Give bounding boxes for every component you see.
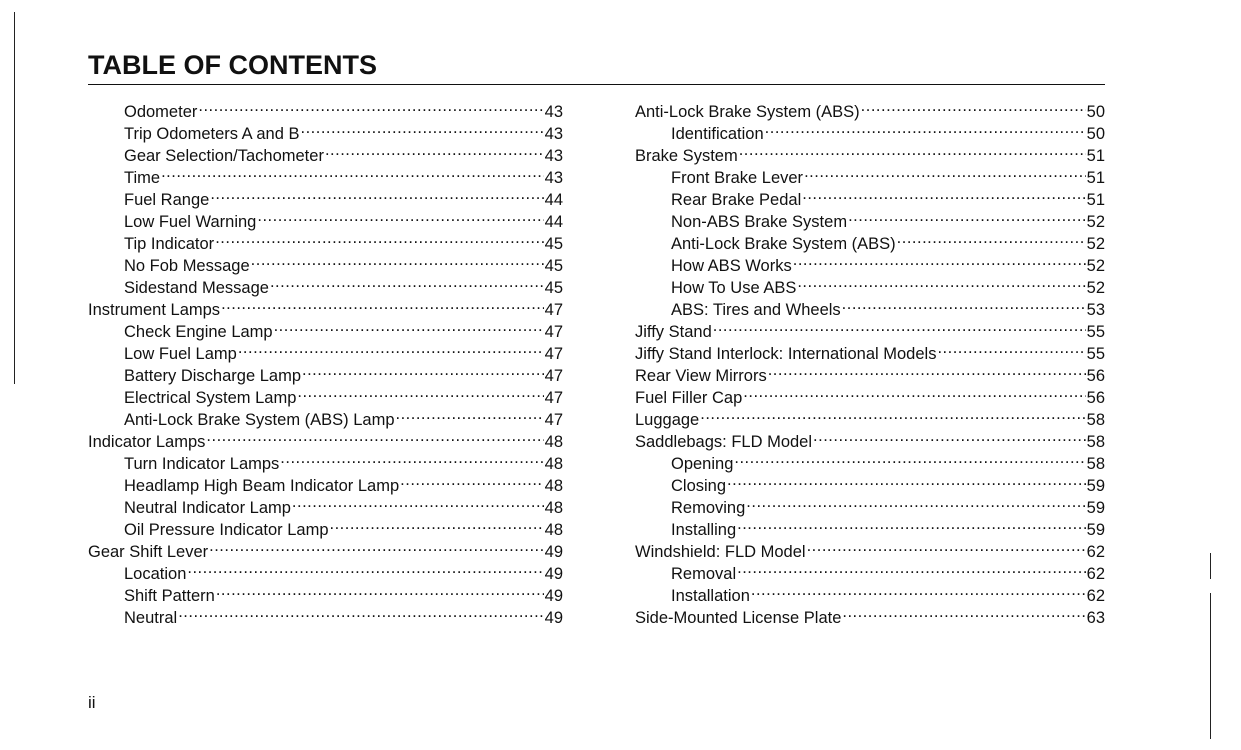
toc-dot-leader (198, 95, 543, 117)
toc-dot-leader (238, 337, 544, 359)
toc-entry[interactable] (635, 425, 1105, 451)
toc-dot-leader (206, 425, 543, 447)
toc-entry-title: Anti-Lock Brake System (ABS) Lamp (124, 411, 395, 429)
toc-entry-title: ABS: Tires and Wheels (671, 301, 841, 319)
toc-dot-leader (848, 205, 1086, 227)
toc-entry-title: Trip Odometers A and B (124, 125, 300, 143)
toc-entry-page: 55 (1086, 323, 1105, 341)
toc-entry-page: 52 (1086, 279, 1105, 297)
toc-dot-leader (765, 117, 1086, 139)
toc-dot-leader (727, 469, 1086, 491)
toc-entry-page: 56 (1086, 389, 1105, 407)
toc-dot-leader (813, 425, 1086, 447)
toc-entry-page: 63 (1086, 609, 1105, 627)
toc-entry-page: 51 (1086, 147, 1105, 165)
toc-dot-leader (842, 601, 1085, 623)
toc-entry[interactable] (88, 95, 563, 121)
toc-entry-title: Headlamp High Beam Indicator Lamp (124, 477, 400, 495)
toc-dot-leader (178, 601, 543, 623)
toc-entry-title: Identification (671, 125, 764, 143)
toc-entry-page: 58 (1086, 433, 1105, 451)
toc-entry-title: Windshield: FLD Model (635, 543, 806, 561)
toc-dot-leader (209, 535, 544, 557)
toc-entry-page: 47 (544, 367, 563, 385)
toc-entry-title: Rear View Mirrors (635, 367, 767, 385)
toc-entry-title: Installing (671, 521, 737, 539)
toc-entry-page: 49 (544, 587, 563, 605)
toc-entry-page: 48 (544, 477, 563, 495)
toc-entry-title: Saddlebags: FLD Model (635, 433, 813, 451)
toc-dot-leader (396, 403, 544, 425)
toc-entry-page: 48 (544, 433, 563, 451)
toc-entry-title: No Fob Message (124, 257, 250, 275)
toc-entry-page: 47 (544, 323, 563, 341)
toc-entry-page: 58 (1086, 455, 1105, 473)
toc-entry-title: Instrument Lamps (88, 301, 221, 319)
page-number: ii (88, 693, 96, 712)
toc-dot-leader (751, 579, 1086, 601)
toc-dot-leader (937, 337, 1085, 359)
toc-entry-title: Jiffy Stand (635, 323, 712, 341)
toc-entry-page: 43 (544, 125, 563, 143)
toc-entry[interactable] (635, 95, 1105, 121)
toc-dot-leader (280, 447, 543, 469)
toc-entry-title: Installation (671, 587, 750, 605)
toc-dot-leader (297, 381, 543, 403)
toc-dot-leader (739, 139, 1086, 161)
toc-entry-title: Closing (671, 477, 727, 495)
toc-entry-page: 53 (1086, 301, 1105, 319)
toc-dot-leader (300, 117, 543, 139)
toc-entry-title: Neutral (124, 609, 178, 627)
toc-entry-page: 62 (1086, 543, 1105, 561)
toc-entry-title: Side-Mounted License Plate (635, 609, 842, 627)
toc-entry-page: 59 (1086, 499, 1105, 517)
toc-entry-page: 45 (544, 279, 563, 297)
toc-entry-title: Check Engine Lamp (124, 323, 273, 341)
toc-entry-page: 44 (544, 191, 563, 209)
toc-entry-page: 59 (1086, 477, 1105, 495)
toc-entry-page: 56 (1086, 367, 1105, 385)
toc-dot-leader (210, 183, 543, 205)
toc-entry-page: 50 (1086, 125, 1105, 143)
toc-entry-page: 51 (1086, 191, 1105, 209)
toc-dot-leader (400, 469, 543, 491)
toc-dot-leader (700, 403, 1085, 425)
toc-dot-leader (737, 513, 1086, 535)
toc-entry-title: Brake System (635, 147, 738, 165)
toc-entry-page: 47 (544, 389, 563, 407)
toc-dot-leader (270, 271, 544, 293)
toc-entry-title: Indicator Lamps (88, 433, 206, 451)
toc-entry-page: 47 (544, 411, 563, 429)
toc-entry-title: Odometer (124, 103, 198, 121)
toc-entry-title: Fuel Range (124, 191, 210, 209)
toc-entry-title: Jiffy Stand Interlock: International Models (635, 345, 937, 363)
toc-entry-page: 50 (1086, 103, 1105, 121)
toc-dot-leader (807, 535, 1086, 557)
toc-entry-page: 48 (544, 521, 563, 539)
toc-entry-title: Gear Shift Lever (88, 543, 209, 561)
toc-dot-leader (292, 491, 544, 513)
toc-entry-page: 43 (544, 147, 563, 165)
scan-edge-line (14, 12, 15, 384)
toc-dot-leader (842, 293, 1086, 315)
toc-entry-title: Location (124, 565, 187, 583)
toc-entry-title: Anti-Lock Brake System (ABS) (671, 235, 896, 253)
toc-dot-leader (743, 381, 1085, 403)
toc-entry-title: Gear Selection/Tachometer (124, 147, 324, 165)
toc-entry-page: 47 (544, 345, 563, 363)
toc-dot-leader (330, 513, 544, 535)
toc-entry-title: How ABS Works (671, 257, 792, 275)
toc-entry-title: How To Use ABS (671, 279, 797, 297)
toc-entry-page: 52 (1086, 235, 1105, 253)
toc-dot-leader (802, 183, 1085, 205)
toc-entry-title: Fuel Filler Cap (635, 389, 743, 407)
toc-entry-page: 49 (544, 565, 563, 583)
toc-dot-leader (793, 249, 1086, 271)
toc-entry-title: Luggage (635, 411, 700, 429)
toc-dot-leader (737, 557, 1086, 579)
toc-entry-title: Opening (671, 455, 734, 473)
toc-entry-page: 49 (544, 543, 563, 561)
toc-entry-page: 55 (1086, 345, 1105, 363)
toc-dot-leader (251, 249, 544, 271)
toc-dot-leader (768, 359, 1086, 381)
toc-entry-title: Low Fuel Warning (124, 213, 257, 231)
toc-entry-title: Removal (671, 565, 737, 583)
toc-dot-leader (713, 315, 1086, 337)
toc-right-column (635, 95, 1105, 627)
toc-dot-leader (257, 205, 543, 227)
toc-entry-page: 47 (544, 301, 563, 319)
toc-entry-page: 62 (1086, 565, 1105, 583)
toc-entry-title: Anti-Lock Brake System (ABS) (635, 103, 860, 121)
toc-entry[interactable] (635, 403, 1105, 429)
toc-dot-leader (302, 359, 544, 381)
scan-edge-line (1210, 553, 1211, 579)
title-rule (88, 84, 1105, 85)
toc-entry-title: Oil Pressure Indicator Lamp (124, 521, 329, 539)
toc-dot-leader (746, 491, 1085, 513)
toc-entry-page: 43 (544, 103, 563, 121)
toc-entry-title: Non-ABS Brake System (671, 213, 848, 231)
toc-entry-title: Battery Discharge Lamp (124, 367, 301, 385)
toc-entry-page: 48 (544, 499, 563, 517)
toc-entry-page: 44 (544, 213, 563, 231)
toc-entry-title: Neutral Indicator Lamp (124, 499, 291, 517)
toc-entry-page: 52 (1086, 213, 1105, 231)
toc-entry-title: Removing (671, 499, 746, 517)
toc-entry-page: 45 (544, 257, 563, 275)
toc-dot-leader (325, 139, 544, 161)
toc-dot-leader (187, 557, 543, 579)
toc-dot-leader (861, 95, 1086, 117)
toc-entry-page: 52 (1086, 257, 1105, 275)
toc-entry-page: 48 (544, 455, 563, 473)
toc-entry-page: 58 (1086, 411, 1105, 429)
toc-entry-title: Time (124, 169, 161, 187)
toc-entry-page: 49 (544, 609, 563, 627)
toc-entry-title: Front Brake Lever (671, 169, 804, 187)
toc-entry-page: 51 (1086, 169, 1105, 187)
toc-dot-leader (897, 227, 1086, 249)
toc-dot-leader (734, 447, 1085, 469)
scan-edge-line (1210, 593, 1211, 739)
toc-entry-title: Tip Indicator (124, 235, 215, 253)
toc-entry-title: Turn Indicator Lamps (124, 455, 280, 473)
page-title: TABLE OF CONTENTS (88, 50, 377, 80)
toc-entry-page: 59 (1086, 521, 1105, 539)
toc-left-column (88, 95, 563, 627)
toc-dot-leader (274, 315, 544, 337)
toc-entry-title: Low Fuel Lamp (124, 345, 237, 363)
toc-dot-leader (161, 161, 544, 183)
toc-entry-page: 45 (544, 235, 563, 253)
toc-entry-title: Electrical System Lamp (124, 389, 297, 407)
toc-dot-leader (216, 579, 544, 601)
toc-dot-leader (221, 293, 544, 315)
toc-entry-title: Sidestand Message (124, 279, 269, 297)
toc-entry-page: 43 (544, 169, 563, 187)
toc-dot-leader (804, 161, 1086, 183)
toc-entry-title: Shift Pattern (124, 587, 215, 605)
toc-dot-leader (215, 227, 543, 249)
toc-entry-title: Rear Brake Pedal (671, 191, 802, 209)
toc-entry-page: 62 (1086, 587, 1105, 605)
toc-dot-leader (797, 271, 1085, 293)
